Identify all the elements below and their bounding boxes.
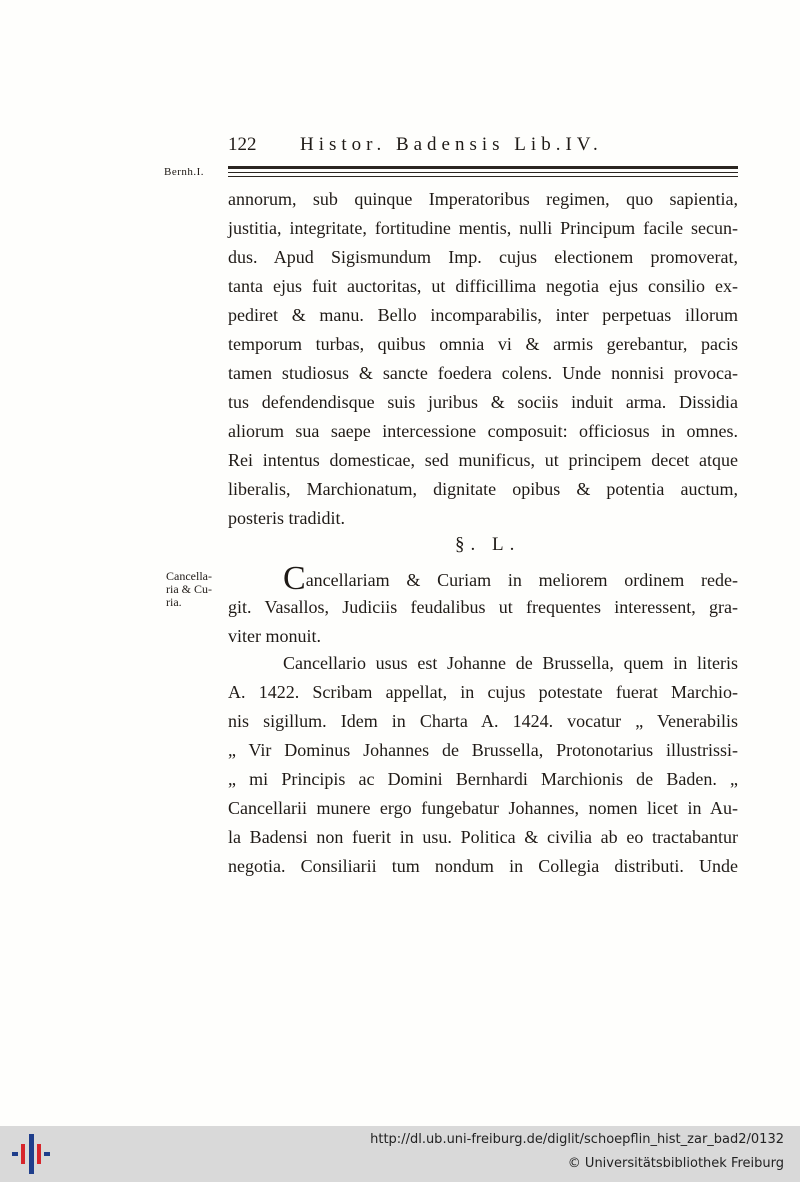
page-header [228,134,738,164]
paragraph-3 [228,649,738,881]
text-line: Rei intentus domesticae, sed munificus, ut principem decet atque [228,450,738,470]
margin-note-top: Bernh.I. [164,166,205,178]
text-line: Cancellarii munere ergo fungebatur Johannes, nomen licet in Au- [228,798,738,818]
text-line: A. 1422. Scribam appellat, in cujus potestate fuerat Marchio- [228,682,738,702]
margin-note-line: ria & Cu- [166,582,212,596]
margin-note-line: ria. [166,595,182,609]
text-line: negotia. Consiliarii tum nondum in Collegia distributi. Unde [228,856,738,876]
drop-cap: C [283,560,306,597]
header-rule [228,166,738,169]
margin-note-section [166,570,212,609]
margin-note-line: Cancella- [166,569,212,583]
text-line: „ Vir Dominus Johannes de Brussella, Protonotarius illustrissi- [228,740,738,760]
text-line: annorum, sub quinque Imperatoribus regimen, quo sapientia, [228,189,738,209]
text-line: posteris tradidit. [228,508,345,528]
text-line: tanta ejus fuit auctoritas, ut difficillima negotia ejus consilio ex- [228,276,738,296]
text-line: liberalis, Marchionatum, dignitate opibus & potentia auctum, [228,479,738,499]
text-line: nis sigillum. Idem in Charta A. 1424. vocatur „ Venerabilis [228,711,738,731]
footer-bar [0,1126,800,1182]
copyright-text: © Universitätsbibliothek Freiburg [567,1156,784,1171]
paragraph-2 [228,560,738,651]
header-rule-thin [228,176,738,177]
text-line: tamen studiosus & sancte foedera colens. Unde nonnisi provoca- [228,363,738,383]
page-number: 122 [228,134,257,155]
text-line: Cancellario usus est Johanne de Brussella, quem in literis [283,653,738,673]
header-rule-thin [228,172,738,173]
library-logo-icon [10,1132,52,1176]
section-heading: §. L. [455,534,521,555]
text-line-first [228,560,738,597]
text-line: pediret & manu. Bello incomparabilis, inter perpetuas illorum [228,305,738,325]
text-line: justitia, integritate, fortitudine mentis, nulli Principum facile secun- [228,218,738,238]
text-line: viter monuit. [228,626,321,646]
paragraph-1 [228,185,738,533]
text-line-rest: ancellariam & Curiam in meliorem ordinem rede- [305,570,738,590]
text-line: temporum turbas, quibus omnia vi & armis gerebantur, pacis [228,334,738,354]
text-line: aliorum sua saepe intercessione composuit: officiosus in omnes. [228,421,738,441]
text-line: dus. Apud Sigismundum Imp. cujus electionem promoverat, [228,247,738,267]
text-line: git. Vasallos, Judiciis feudalibus ut frequentes interessent, gra- [228,597,738,617]
text-line: tus defendendisque suis juribus & sociis induit arma. Dissidia [228,392,738,412]
text-line: la Badensi non fuerit in usu. Politica & civilia ab eo tractabantur [228,827,738,847]
running-title: Histor. Badensis Lib.IV. [300,134,603,155]
text-line: „ mi Principis ac Domini Bernhardi Marchionis de Baden. „ [228,769,738,789]
permalink-link[interactable]: http://dl.ub.uni-freiburg.de/diglit/schoepflin_hist_zar_bad2/0132 [370,1132,784,1147]
